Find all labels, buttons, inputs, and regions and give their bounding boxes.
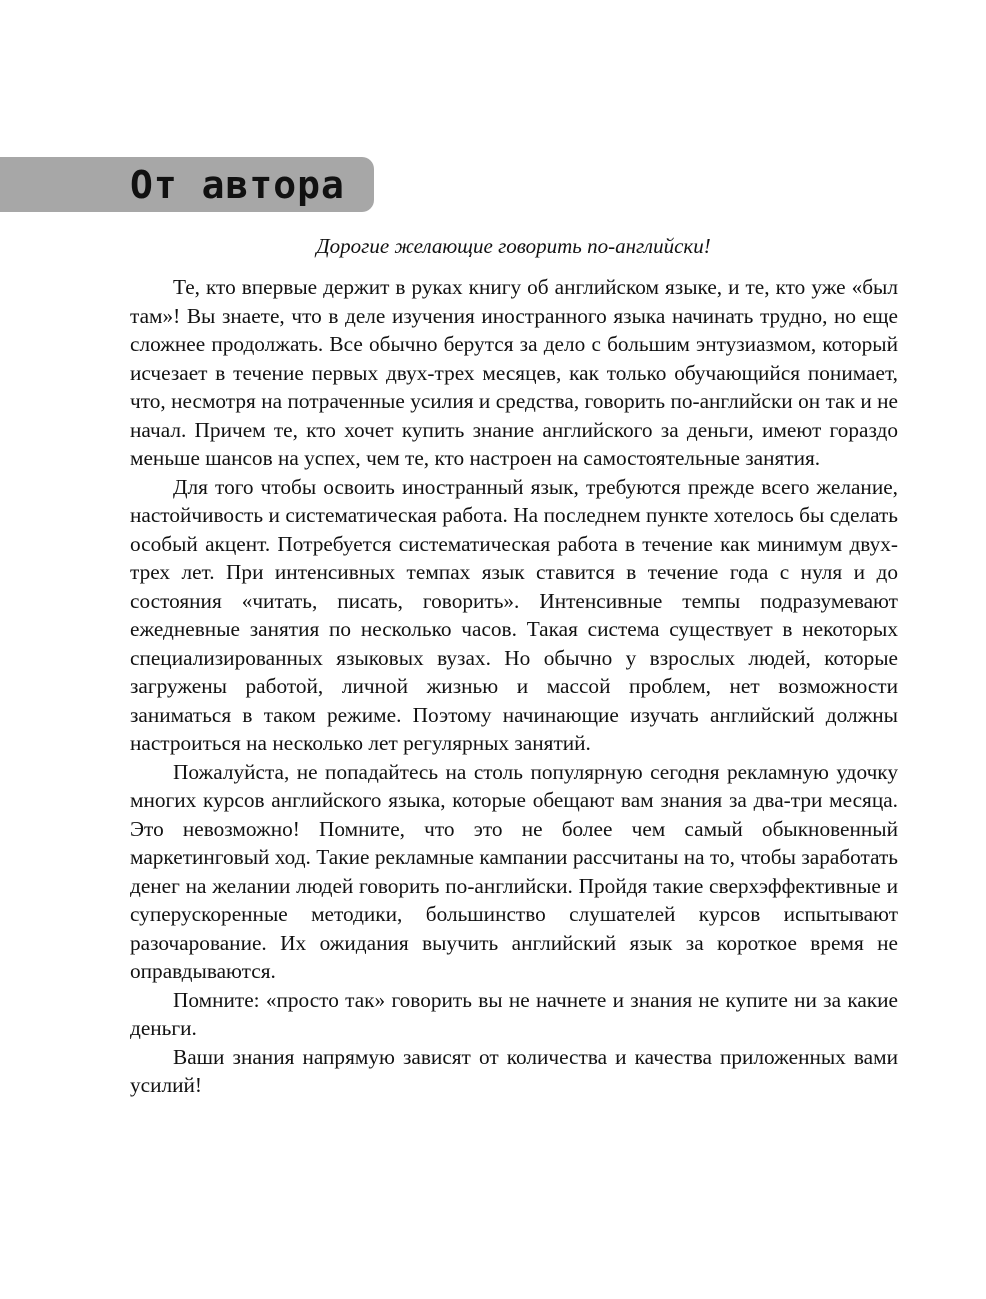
- body-text: [130, 273, 898, 1100]
- paragraph: Пожалуйста, не попадайтесь на столь популярную сегодня рекламную удочку многих курсов английского языка, которые обещают вам знания за два-три месяца. Это невозможно! Помните, что это не более чем самый обыкновенный маркетинговый ход. Такие рекламные кампании рассчитаны на то, чтобы заработать денег на желании людей говорить по-английски. Пройдя такие сверхэффективные и суперускоренные методики, большинство слушателей курсов испытывают разочарование. Их ожидания выучить английский язык за короткое время не оправдываются.: [130, 759, 898, 983]
- epigraph: Дорогие желающие говорить по-английски!: [316, 234, 711, 258]
- paragraph: Ваши знания напрямую зависят от количества и качества приложенных вами усилий!: [130, 1044, 898, 1097]
- paragraph: Те, кто впервые держит в руках книгу об английском языке, и те, кто уже «был там»! Вы знаете, что в деле изучения иностранного языка начинать трудно, но еще сложнее продолжать. Все обычно берутся за дело с большим энтузиазмом, который исчезает в течение первых двух-трех месяцев, как только обучающийся понимает, что, несмотря на потраченные усилия и средства, говорить по-английски он так и не начал. Причем те, кто хочет купить знание английского за деньги, имеют гораздо меньше шансов на успех, чем те, кто настроен на самостоятельные занятия.: [130, 275, 898, 470]
- chapter-title: От автора: [130, 163, 345, 207]
- paragraph: Для того чтобы освоить иностранный язык, требуются прежде всего желание, настойчивость и систематическая работа. На последнем пункте хотелось бы сделать особый акцент. Потребуется систематическая работа в течение как минимум двух-трех лет. При интенсивных темпах язык ставится в течение года с нуля и до состояния «читать, писать, говорить». Интенсивные темпы подразумевают ежедневные занятия по несколько часов. Такая система существует в некоторых специализированных языковых вузах. Но обычно у взрослых людей, которые загружены работой, личной жизнью и массой проблем, нет возможности заниматься в таком режиме. Поэтому начинающие изучать английский должны настроиться на несколько лет регулярных занятий.: [130, 474, 898, 755]
- paragraph: Помните: «просто так» говорить вы не начнете и знания не купите ни за какие деньги.: [130, 987, 898, 1040]
